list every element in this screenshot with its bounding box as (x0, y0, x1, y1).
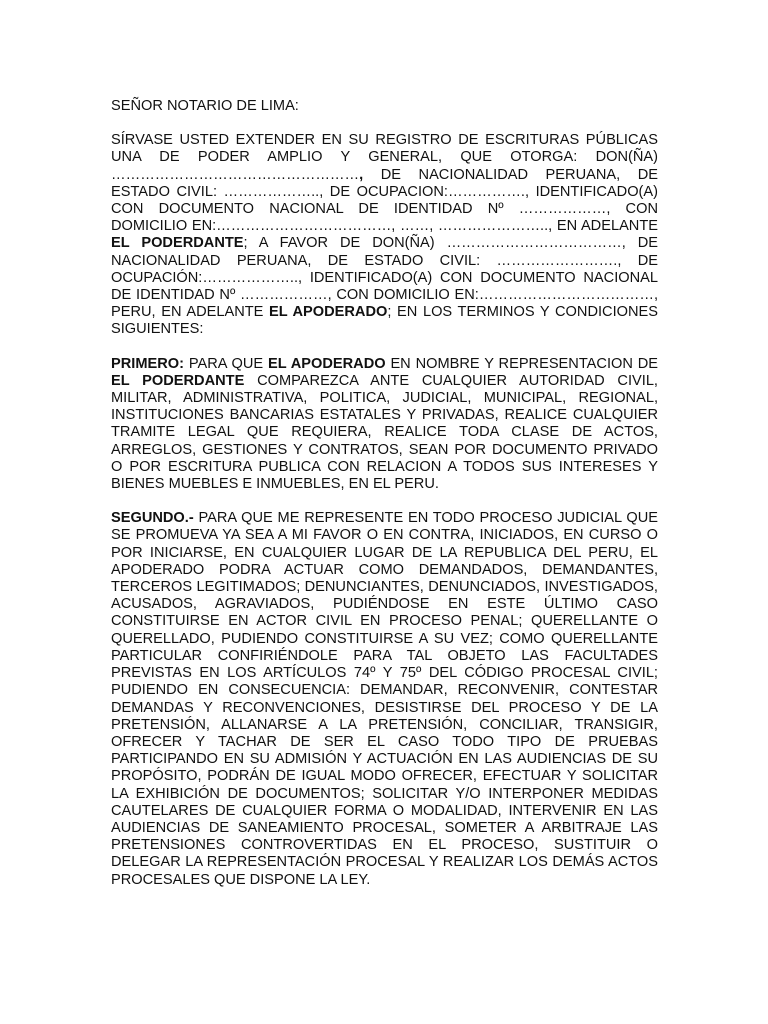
document-page (111, 98, 658, 906)
document-heading: SEÑOR NOTARIO DE LIMA: (111, 98, 299, 114)
primero-apoderado: EL APODERADO (268, 355, 386, 372)
primero-label: PRIMERO: (111, 355, 184, 372)
intro-bold-comma: , (359, 166, 364, 183)
primero-text-3: COMPAREZCA ANTE CUALQUIER AUTORIDAD CIVIL, MILITAR, ADMINISTRATIVA, POLITICA, JUDICIAL, MUNICIPAL, REGIONAL, INSTITUCIONES BANCARIAS ESTATALES Y PRIVADAS, REALICE CUALQUIER TRAMITE LEGAL QUE REQUIERA, REALICE TODA CLASE DE ACTOS, ARREGLOS, GESTIONES Y CONTRATOS, SEAN POR DOCUMENTO PRIVADO O POR ESCRITURA PUBLICA CON RELACION A TODOS SUS INTERESES Y BIENES MUEBLES E INMUEBLES, EN EL PERU. (111, 372, 658, 493)
primero-text-2: EN NOMBRE Y REPRESENTACION DE (385, 355, 659, 372)
segundo-label: SEGUNDO.- (111, 510, 194, 527)
segundo-text: PARA QUE ME REPRESENTE EN TODO PROCESO JUDICIAL QUE SE PROMUEVA YA SEA A MI FAVOR O EN CONTRA, INICIADOS, EN CURSO O POR INICIARSE, EN CUALQUIER LUGAR DE LA REPUBLICA DEL PERU, EL APODERADO PODRA ACTUAR COMO DEMANDADOS, DEMANDANTES, TERCEROS LEGITIMADOS; DENUNCIANTES, DENUNCIADOS, INVESTIGADOS, ACUSADOS, AGRAVIADOS, PUDIÉNDOSE EN ESTE ÚLTIMO CASO CONSTITUIRSE EN ACTOR CIVIL EN PROCESO PENAL; QUERELLANTE O QUERELLADO, PUDIENDO CONSTITUIRSE A SU VEZ; COMO QUERELLANTE PARTICULAR CONFIRIÉNDOLE PARA TAL OBJETO LAS FACULTADES PREVISTAS EN LOS ARTÍCULOS 74º Y 75º DEL CÓDIGO PROCESAL CIVIL; PUDIENDO EN CONSECUENCIA: DEMANDAR, RECONVENIR, CONTESTAR DEMANDAS Y RECONVENCIONES, DESISTIRSE DEL PROCESO Y DE LA PRETENSIÓN, ALLANARSE A LA PRETENSIÓN, CONCILIAR, TRANSIGIR, OFRECER Y TACHAR DE SER EL CASO TODO TIPO DE PRUEBAS PARTICIPANDO EN SU ADMISIÓN Y ACTUACIÓN EN LAS AUDIENCIAS DE SU PROPÓSITO, PODRÁN DE IGUAL MODO OFRECER, EFECTUAR Y SOLICITAR LA EXHIBICIÓN DE DOCUMENTOS; SOLICITAR Y/O INTERPONER MEDIDAS CAUTELARES DE CUALQUIER FORMA O MODALIDAD, INTERVENIR EN LAS AUDIENCIAS DE SANEAMIENTO PROCESAL, SOMETER A ARBITRAJE LAS PRETENSIONES CONTROVERTIDAS EN EL PROCESO, SUSTITUIR O DELEGAR LA REPRESENTACIÓN PROCESAL Y REALIZAR LOS DEMÁS ACTOS PROCESALES QUE DISPONE LA LEY. (111, 510, 658, 888)
primero-text-1: PARA QUE (183, 355, 269, 372)
intro-apoderado: EL APODERADO (269, 304, 388, 321)
clause-segundo (111, 510, 658, 888)
intro-text-3: ; A FAVOR DE DON(ÑA) ………………………………, DE NACIONALIDAD PERUANA, DE ESTADO CIVIL: ……………………., DE OCUPACIÓN:……………….., IDENTIFICADO(A) CON DOCUMENTO NACIONAL DE IDENTIDAD Nº ………………, CON DOMICILIO EN:………………………………, PERU, EN ADELANTE (111, 235, 658, 321)
intro-poderdante: EL PODERDANTE (111, 235, 244, 252)
intro-text-2: DE NACIONALIDAD PERUANA, DE ESTADO CIVIL: ……………….., DE OCUPACION:……………., IDENTIFICADO(A) CON DOCUMENTO NACIONAL DE IDENTIDAD Nº ………………, CON DOMICILIO EN:………………………………, ……, ………………….., EN ADELANTE (111, 166, 658, 235)
intro-text-1: SÍRVASE USTED EXTENDER EN SU REGISTRO DE ESCRITURAS PÚBLICAS UNA DE PODER AMPLIO Y GENERAL, QUE OTORGA: DON(ÑA) …………………………………………… (111, 132, 658, 183)
clause-primero (111, 356, 658, 494)
intro-text-4: ; EN LOS TERMINOS Y CONDICIONES SIGUIENTES: (111, 304, 658, 338)
primero-poderdante: EL PODERDANTE (111, 372, 245, 389)
intro-paragraph (111, 132, 658, 338)
